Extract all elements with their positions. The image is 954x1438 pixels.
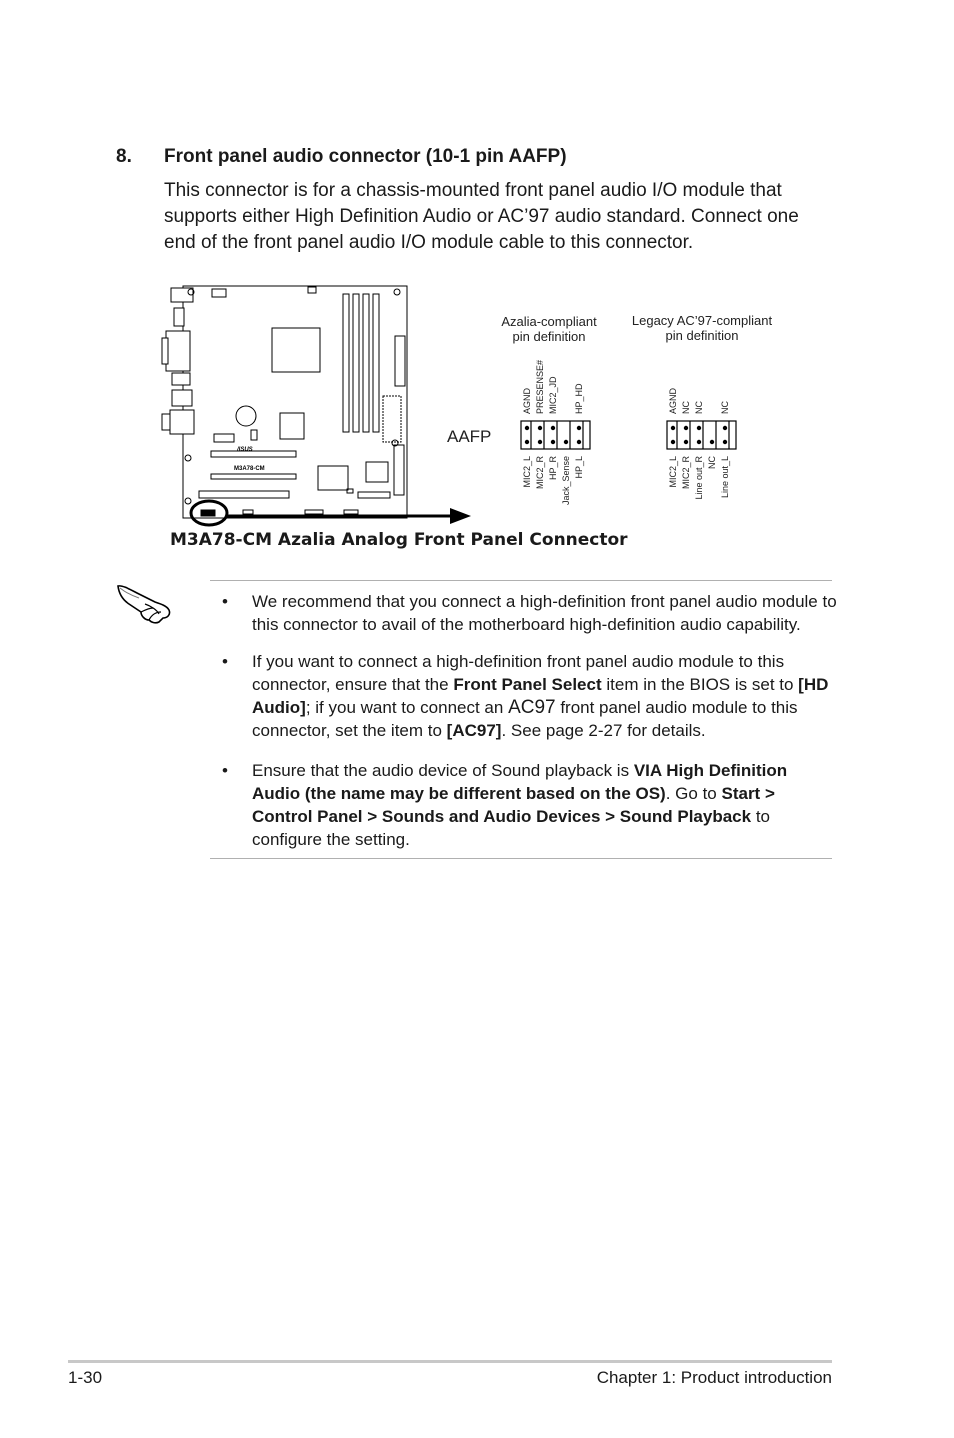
page-number: 1-30 [68, 1368, 103, 1387]
note-bottom-rule [210, 858, 832, 859]
legacy-bottom-pin-label: NC [707, 456, 717, 469]
azalia-heading-line1: Azalia-compliant [501, 314, 597, 329]
section-number: 8. [116, 146, 132, 167]
azalia-top-pin-label: AGND [522, 387, 532, 414]
legacy-heading-line1: Legacy AC’97-compliant [631, 313, 773, 328]
footer-rule [68, 1360, 832, 1363]
azalia-bottom-pin-label: MIC2_R [535, 456, 545, 490]
motherboard-board [162, 286, 407, 518]
note-bullet-3: Ensure that the audio device of Sound playback is VIA High Definition Audio (the name may be different based on the OS). Go to Start > Control Panel > Sounds and Audio Devices > Sound Playback to configure the setting. [252, 761, 788, 849]
board-label: M3A78-CM [234, 466, 265, 472]
motherboard-diagram [0, 270, 954, 530]
legacy-bottom-pin-label: MIC2_L [668, 456, 678, 488]
legacy-bottom-pin-label: Line out_L [720, 456, 730, 499]
legacy-bottom-pin-label: Line out_R [694, 456, 704, 500]
note-bullet-2: If you want to connect a high-definition front panel audio module to this connector, ensure that the Front Panel Select item in the BIOS is set to [HD Audio]; if you want to connect an AC97 front panel audio module to this connector, set the item to [AC97]. See page 2-27 for details. [252, 652, 829, 740]
note-bullet-1: We recommend that you connect a high-definition front panel audio module to this connector to avail of the motherboard high-definition audio capability. [252, 592, 837, 634]
azalia-bottom-pin-label: HP_L [574, 456, 584, 479]
pointer-arrow-head [450, 508, 471, 524]
bullet-marker: • [222, 592, 228, 611]
bullet-marker: • [222, 652, 228, 671]
legacy-top-pin-label: NC [681, 401, 691, 414]
chapter-title: Chapter 1: Product introduction [596, 1368, 832, 1387]
azalia-top-pin-label: MIC2_JD [548, 376, 558, 414]
bullet-marker: • [222, 761, 228, 780]
azalia-heading-line2: pin definition [512, 329, 586, 344]
legacy-top-pin-label: NC [720, 401, 730, 414]
aafp-label: AAFP [447, 427, 492, 446]
azalia-bottom-pin-label: HP_R [548, 456, 558, 481]
section-title: Front panel audio connector (10-1 pin AAFP) [164, 146, 567, 167]
legacy-top-pin-label: NC [694, 401, 704, 414]
azalia-bottom-pin-label: MIC2_L [522, 456, 532, 488]
note-top-rule [210, 580, 832, 581]
azalia-top-pin-label: HP_HD [574, 383, 584, 414]
hand-note-icon [115, 582, 175, 624]
legacy-bottom-pin-label: MIC2_R [681, 456, 691, 490]
legacy-heading-line2: pin definition [665, 328, 739, 343]
azalia-pin-header [521, 421, 590, 449]
legacy-pin-header [667, 421, 736, 449]
azalia-pins [525, 426, 581, 444]
brand-logo: /ISUS [237, 447, 253, 453]
section-body: This connector is for a chassis-mounted front panel audio I/O module that supports either High Definition Audio or AC’97 audio standard. Connect one end of the front panel audio I/O module cable to this connector. [164, 180, 799, 253]
azalia-bottom-pin-label: Jack_Sense [561, 456, 571, 506]
legacy-top-pin-label: AGND [668, 387, 678, 414]
diagram-caption: M3A78-CM Azalia Analog Front Panel Connector [170, 530, 628, 550]
legacy-pins [671, 426, 727, 444]
azalia-top-pin-label: PRESENSE# [535, 359, 545, 414]
